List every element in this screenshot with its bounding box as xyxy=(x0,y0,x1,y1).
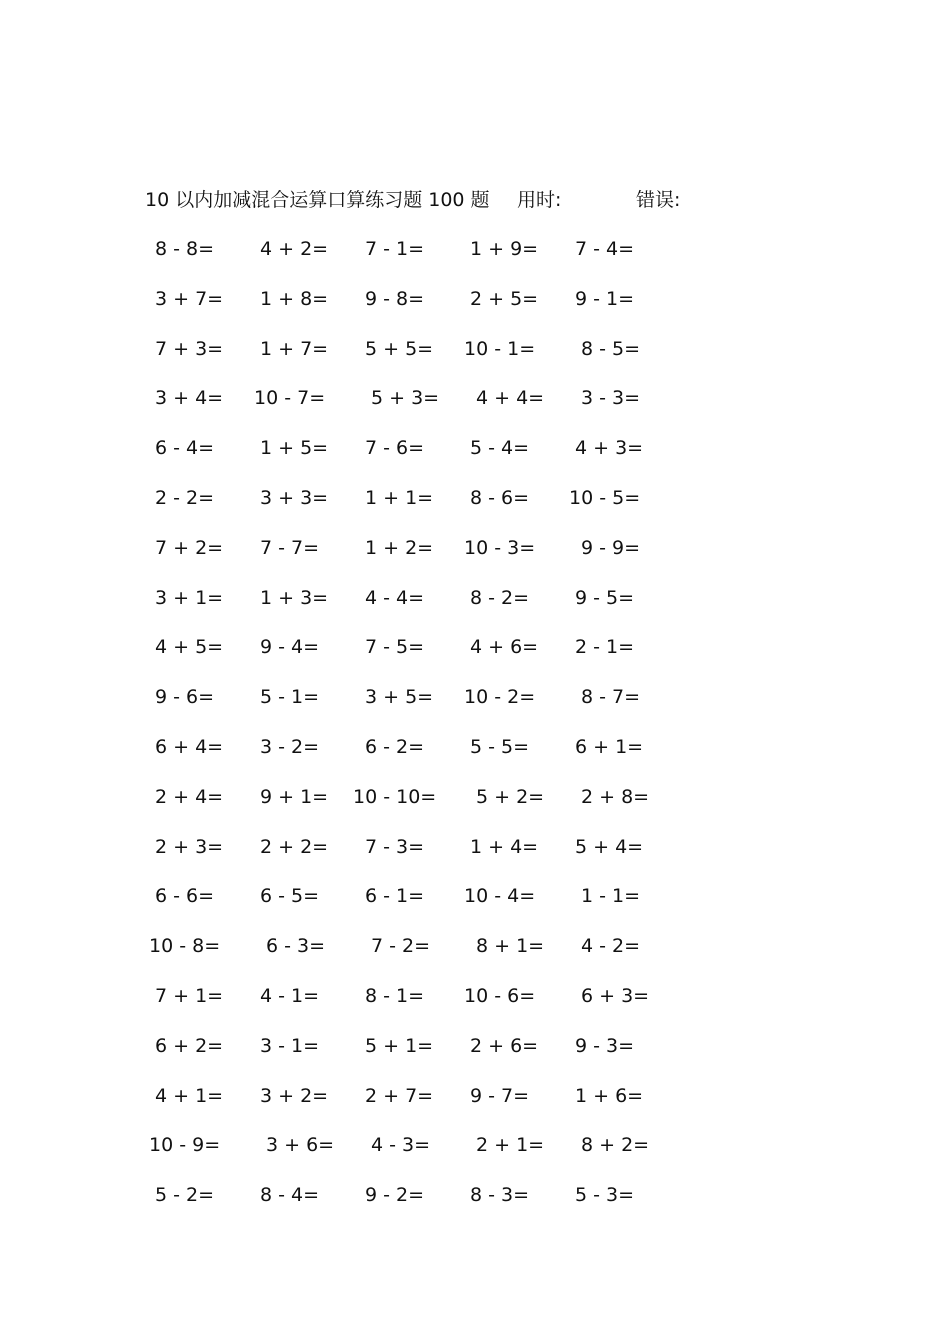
problem-item: 9 - 2= xyxy=(365,1184,425,1207)
problem-item: 7 + 1= xyxy=(155,984,224,1007)
problem-item: 2 + 1= xyxy=(476,1134,545,1157)
problem-item: 7 - 7= xyxy=(260,536,320,559)
problem-item: 8 - 2= xyxy=(470,586,530,609)
problem-item: 9 - 1= xyxy=(575,287,635,310)
problem-item: 2 + 5= xyxy=(470,287,539,310)
problem-item: 9 - 3= xyxy=(575,1034,635,1057)
problem-item: 9 - 7= xyxy=(470,1084,530,1107)
problem-item: 2 - 2= xyxy=(155,486,215,509)
problem-item: 2 - 1= xyxy=(575,636,635,659)
problem-item: 6 - 6= xyxy=(155,885,215,908)
problem-item: 9 - 8= xyxy=(365,287,425,310)
problem-item: 4 + 2= xyxy=(260,238,329,260)
problem-item: 6 + 3= xyxy=(581,984,650,1007)
problem-item: 10 - 4= xyxy=(464,885,536,908)
problem-item: 6 - 1= xyxy=(365,885,425,908)
problem-item: 1 + 2= xyxy=(365,536,434,559)
problem-item: 8 + 2= xyxy=(581,1134,650,1157)
problem-row xyxy=(145,433,705,483)
problem-item: 7 - 2= xyxy=(371,935,431,958)
problem-item: 4 + 1= xyxy=(155,1084,224,1107)
problem-item: 10 - 8= xyxy=(149,935,221,958)
problem-item: 8 - 4= xyxy=(260,1184,320,1207)
problem-item: 6 - 5= xyxy=(260,885,320,908)
problem-item: 2 + 6= xyxy=(470,1034,539,1057)
problem-row xyxy=(145,483,705,533)
problem-row xyxy=(145,1180,705,1230)
problem-row xyxy=(145,782,705,832)
problem-row xyxy=(145,881,705,931)
problem-item: 3 - 2= xyxy=(260,735,320,758)
problem-item: 3 - 1= xyxy=(260,1034,320,1057)
problem-item: 1 + 6= xyxy=(575,1084,644,1107)
problem-item: 6 + 4= xyxy=(155,735,224,758)
errors-label: 错误: xyxy=(636,189,681,211)
problem-item: 8 - 5= xyxy=(581,337,641,360)
problem-row xyxy=(145,981,705,1031)
problem-item: 3 + 7= xyxy=(155,287,224,310)
problem-item: 2 + 7= xyxy=(365,1084,434,1107)
problem-item: 7 - 5= xyxy=(365,636,425,659)
problem-item: 10 - 3= xyxy=(464,536,536,559)
problem-item: 4 - 1= xyxy=(260,984,320,1007)
problem-item: 2 + 3= xyxy=(155,835,224,858)
problem-item: 4 - 3= xyxy=(371,1134,431,1157)
problem-item: 3 + 1= xyxy=(155,586,224,609)
problem-row xyxy=(145,1031,705,1081)
problem-item: 7 - 6= xyxy=(365,437,425,460)
problem-row xyxy=(145,732,705,782)
problem-item: 4 + 3= xyxy=(575,437,644,460)
problem-item: 5 - 1= xyxy=(260,686,320,709)
problem-item: 4 - 4= xyxy=(365,586,425,609)
problem-row xyxy=(145,383,705,433)
problem-item: 7 + 3= xyxy=(155,337,224,360)
problem-item: 5 + 2= xyxy=(476,785,545,808)
problem-item: 5 - 4= xyxy=(470,437,530,460)
problem-item: 1 - 1= xyxy=(581,885,641,908)
problem-item: 4 + 6= xyxy=(470,636,539,659)
problem-item: 5 + 1= xyxy=(365,1034,434,1057)
problem-item: 1 + 7= xyxy=(260,337,329,360)
problem-item: 8 - 3= xyxy=(470,1184,530,1207)
problem-grid xyxy=(145,234,705,1230)
problem-item: 8 - 1= xyxy=(365,984,425,1007)
problem-item: 8 - 7= xyxy=(581,686,641,709)
problem-item: 1 + 3= xyxy=(260,586,329,609)
problem-item: 10 - 5= xyxy=(569,486,641,509)
problem-row xyxy=(145,533,705,583)
problem-row xyxy=(145,334,705,384)
problem-item: 8 + 1= xyxy=(476,935,545,958)
problem-item: 5 - 2= xyxy=(155,1184,215,1207)
problem-item: 3 + 5= xyxy=(365,686,434,709)
problem-item: 1 + 1= xyxy=(365,486,434,509)
problem-item: 7 - 3= xyxy=(365,835,425,858)
problem-item: 10 - 1= xyxy=(464,337,536,360)
problem-item: 2 + 2= xyxy=(260,835,329,858)
problem-item: 5 - 3= xyxy=(575,1184,635,1207)
problem-row xyxy=(145,583,705,633)
problem-item: 1 + 8= xyxy=(260,287,329,310)
problem-item: 2 + 8= xyxy=(581,785,650,808)
problem-item: 10 - 9= xyxy=(149,1134,221,1157)
problem-item: 6 + 1= xyxy=(575,735,644,758)
problem-item: 9 - 4= xyxy=(260,636,320,659)
problem-item: 2 + 4= xyxy=(155,785,224,808)
problem-item: 4 - 2= xyxy=(581,935,641,958)
problem-item: 9 + 1= xyxy=(260,785,329,808)
problem-row xyxy=(145,931,705,981)
problem-item: 4 + 4= xyxy=(476,387,545,410)
problem-row xyxy=(145,682,705,732)
problem-item: 1 + 4= xyxy=(470,835,539,858)
problem-item: 8 - 6= xyxy=(470,486,530,509)
problem-item: 5 + 3= xyxy=(371,387,440,410)
worksheet-title: 10 以内加减混合运算口算练习题 100 题 xyxy=(145,189,490,211)
problem-item: 6 + 2= xyxy=(155,1034,224,1057)
problem-item: 4 + 5= xyxy=(155,636,224,659)
problem-row xyxy=(145,832,705,882)
problem-item: 7 + 2= xyxy=(155,536,224,559)
problem-row xyxy=(145,1130,705,1180)
problem-item: 5 + 4= xyxy=(575,835,644,858)
problem-row xyxy=(145,284,705,334)
problem-item: 1 + 5= xyxy=(260,437,329,460)
problem-item: 5 - 5= xyxy=(470,735,530,758)
problem-item: 1 + 9= xyxy=(470,238,539,260)
problem-item: 7 - 1= xyxy=(365,238,425,260)
problem-item: 10 - 6= xyxy=(464,984,536,1007)
problem-item: 6 - 4= xyxy=(155,437,215,460)
problem-row xyxy=(145,234,705,284)
problem-item: 10 - 10= xyxy=(353,785,437,808)
problem-item: 3 + 4= xyxy=(155,387,224,410)
problem-item: 6 - 2= xyxy=(365,735,425,758)
problem-item: 3 + 2= xyxy=(260,1084,329,1107)
problem-item: 3 + 6= xyxy=(266,1134,335,1157)
problem-item: 10 - 2= xyxy=(464,686,536,709)
problem-item: 5 + 5= xyxy=(365,337,434,360)
problem-item: 10 - 7= xyxy=(254,387,326,410)
problem-item: 8 - 8= xyxy=(155,238,215,260)
problem-item: 6 - 3= xyxy=(266,935,326,958)
problem-item: 9 - 6= xyxy=(155,686,215,709)
problem-row xyxy=(145,632,705,682)
problem-row xyxy=(145,1081,705,1131)
problem-item: 3 + 3= xyxy=(260,486,329,509)
problem-item: 9 - 5= xyxy=(575,586,635,609)
problem-item: 3 - 3= xyxy=(581,387,641,410)
time-used-label: 用时: xyxy=(517,189,562,211)
problem-item: 7 - 4= xyxy=(575,238,635,260)
problem-item: 9 - 9= xyxy=(581,536,641,559)
